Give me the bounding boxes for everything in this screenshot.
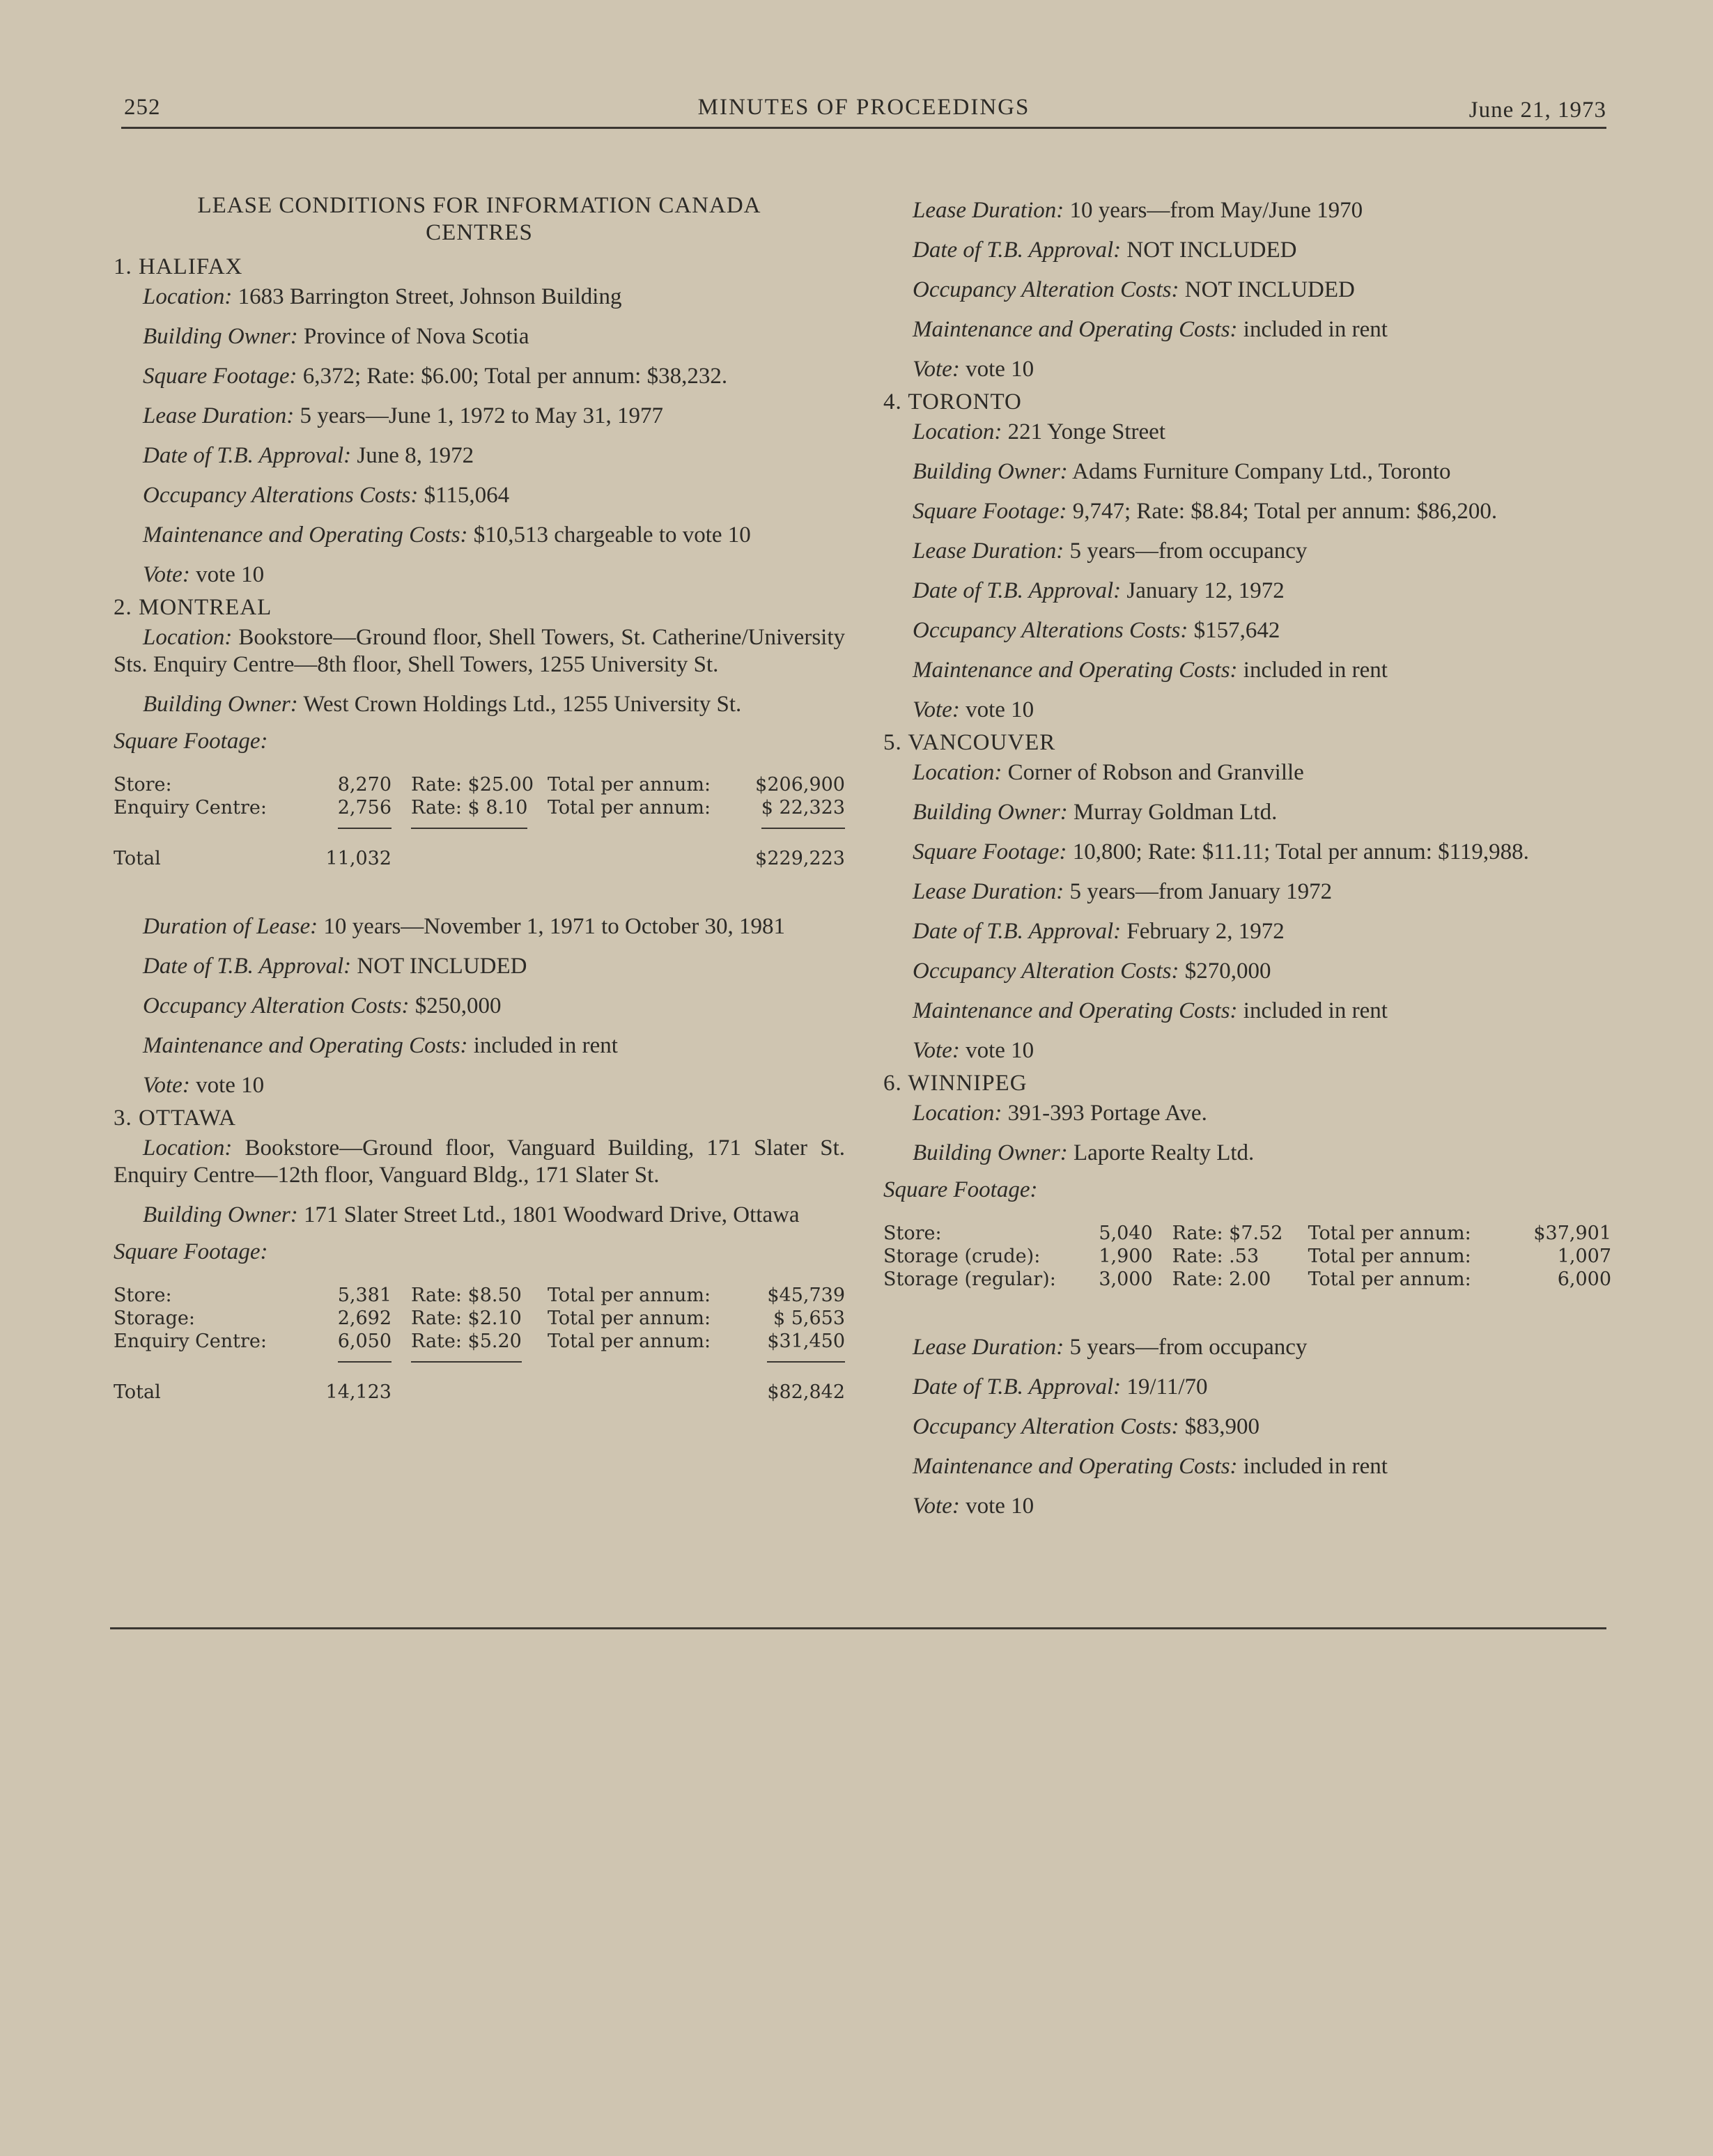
vancouver-approval: Date of T.B. Approval: February 2, 1972: [913, 919, 1285, 944]
toronto-maintenance: Maintenance and Operating Costs: included in rent: [913, 658, 1388, 683]
vancouver-maintenance: Maintenance and Operating Costs: included in rent: [913, 998, 1388, 1023]
toronto-duration: Lease Duration: 5 years—from occupancy: [913, 538, 1308, 564]
right-column: [883, 197, 1611, 1520]
ottawa-vote: Vote: vote 10: [913, 357, 1034, 382]
ottawa-location: Location: Bookstore—Ground floor, Vanguard Building, 171 Slater St. Enquiry Centre—12th floor, Vanguard Bldg., 171 Slater St.: [114, 1135, 845, 1188]
toronto-heading: 4. TORONTO: [883, 389, 1022, 414]
table-row: Store: 8,270 Rate: $25.00 Total per annum: $206,900: [114, 774, 845, 796]
toronto-sqft: Square Footage: 9,747; Rate: $8.84; Total per annum: $86,200.: [913, 499, 1498, 524]
page-number: 252: [124, 95, 161, 120]
vancouver-vote: Vote: vote 10: [913, 1038, 1034, 1063]
winnipeg-sqft-label: Square Footage:: [883, 1177, 1038, 1202]
left-column: [114, 192, 845, 1404]
table-row: Storage: 2,692 Rate: $2.10 Total per annum: $ 5,653: [114, 1308, 845, 1329]
montreal-heading: 2. MONTREAL: [114, 595, 272, 620]
winnipeg-alterations: Occupancy Alteration Costs: $83,900: [913, 1414, 1259, 1439]
ottawa-sqft-label: Square Footage:: [114, 1239, 268, 1264]
ottawa-alterations: Occupancy Alteration Costs: NOT INCLUDED: [913, 277, 1355, 302]
halifax-duration: Lease Duration: 5 years—June 1, 1972 to May 31, 1977: [143, 403, 664, 428]
winnipeg-maintenance: Maintenance and Operating Costs: included in rent: [913, 1454, 1388, 1479]
page-header: [121, 89, 1606, 131]
montreal-location: Location: Bookstore—Ground floor, Shell Towers, St. Catherine/University Sts. Enquiry Centre—8th floor, Shell Towers, 1255 University St.: [114, 625, 845, 677]
table-row: Store: 5,381 Rate: $8.50 Total per annum: $45,739: [114, 1285, 845, 1306]
vancouver-duration: Lease Duration: 5 years—from January 1972: [913, 879, 1333, 904]
montreal-alterations: Occupancy Alteration Costs: $250,000: [143, 993, 502, 1018]
ottawa-owner: Building Owner: 171 Slater Street Ltd., 1801 Woodward Drive, Ottawa: [143, 1202, 800, 1227]
montreal-duration: Duration of Lease: 10 years—November 1, 1971 to October 30, 1981: [143, 914, 786, 939]
montreal-footage-table: [114, 773, 845, 870]
halifax-alterations: Occupancy Alterations Costs: $115,064: [143, 483, 510, 508]
winnipeg-location: Location: 391-393 Portage Ave.: [913, 1101, 1207, 1126]
toronto-approval: Date of T.B. Approval: January 12, 1972: [913, 578, 1285, 603]
halifax-maintenance: Maintenance and Operating Costs: $10,513 chargeable to vote 10: [143, 522, 751, 548]
montreal-maintenance: Maintenance and Operating Costs: included in rent: [143, 1033, 618, 1058]
table-row: Store: 5,040 Rate: $7.52 Total per annum: $37,901: [883, 1223, 1611, 1244]
winnipeg-approval: Date of T.B. Approval: 19/11/70: [913, 1374, 1208, 1399]
winnipeg-owner: Building Owner: Laporte Realty Ltd.: [913, 1140, 1255, 1165]
vancouver-owner: Building Owner: Murray Goldman Ltd.: [913, 800, 1278, 825]
vancouver-alterations: Occupancy Alteration Costs: $270,000: [913, 959, 1271, 984]
halifax-location: Location: 1683 Barrington Street, Johnson Building: [143, 284, 622, 309]
halifax-vote: Vote: vote 10: [143, 562, 265, 587]
vancouver-location: Location: Corner of Robson and Granville: [913, 760, 1304, 785]
halifax-approval: Date of T.B. Approval: June 8, 1972: [143, 443, 474, 468]
vancouver-sqft: Square Footage: 10,800; Rate: $11.11; Total per annum: $119,988.: [913, 839, 1529, 864]
footer-rule: [110, 1627, 1606, 1629]
winnipeg-duration: Lease Duration: 5 years—from occupancy: [913, 1335, 1308, 1360]
table-row: Storage (crude): 1,900 Rate: .53 Total per annum: 1,007: [883, 1246, 1611, 1267]
toronto-alterations: Occupancy Alterations Costs: $157,642: [913, 618, 1280, 643]
header-rule: [121, 127, 1606, 129]
montreal-vote: Vote: vote 10: [143, 1073, 265, 1098]
ottawa-heading: 3. OTTAWA: [114, 1106, 237, 1131]
header-date: June 21, 1973: [1468, 98, 1606, 123]
halifax-owner: Building Owner: Province of Nova Scotia: [143, 324, 529, 349]
table-row: Enquiry Centre: 6,050 Rate: $5.20 Total per annum: $31,450: [114, 1330, 845, 1363]
document-title: LEASE CONDITIONS FOR INFORMATION CANADA CENTRES: [197, 193, 761, 245]
montreal-sqft-label: Square Footage:: [114, 729, 268, 754]
ottawa-approval: Date of T.B. Approval: NOT INCLUDED: [913, 238, 1297, 263]
montreal-owner: Building Owner: West Crown Holdings Ltd., 1255 University St.: [143, 692, 742, 717]
ottawa-duration: Lease Duration: 10 years—from May/June 1970: [913, 198, 1363, 223]
running-title: MINUTES OF PROCEEDINGS: [697, 95, 1030, 120]
winnipeg-footage-table: [883, 1222, 1611, 1291]
table-row: Storage (regular): 3,000 Rate: 2.00 Total per annum: 6,000: [883, 1269, 1611, 1290]
vancouver-heading: 5. VANCOUVER: [883, 730, 1056, 755]
toronto-owner: Building Owner: Adams Furniture Company Ltd., Toronto: [913, 459, 1451, 484]
table-total-row: Total 14,123 $82,842: [114, 1381, 845, 1403]
table-row: Enquiry Centre: 2,756 Rate: $ 8.10 Total per annum: $ 22,323: [114, 796, 845, 829]
montreal-approval: Date of T.B. Approval: NOT INCLUDED: [143, 954, 527, 979]
ottawa-footage-table: [114, 1284, 845, 1404]
winnipeg-heading: 6. WINNIPEG: [883, 1071, 1028, 1096]
toronto-vote: Vote: vote 10: [913, 697, 1034, 722]
halifax-heading: 1. HALIFAX: [114, 254, 243, 279]
table-total-row: Total 11,032 $229,223: [114, 848, 845, 869]
ottawa-maintenance: Maintenance and Operating Costs: included in rent: [913, 317, 1388, 342]
halifax-sqft: Square Footage: 6,372; Rate: $6.00; Total per annum: $38,232.: [143, 364, 728, 389]
toronto-location: Location: 221 Yonge Street: [913, 419, 1166, 444]
winnipeg-vote: Vote: vote 10: [913, 1494, 1034, 1519]
